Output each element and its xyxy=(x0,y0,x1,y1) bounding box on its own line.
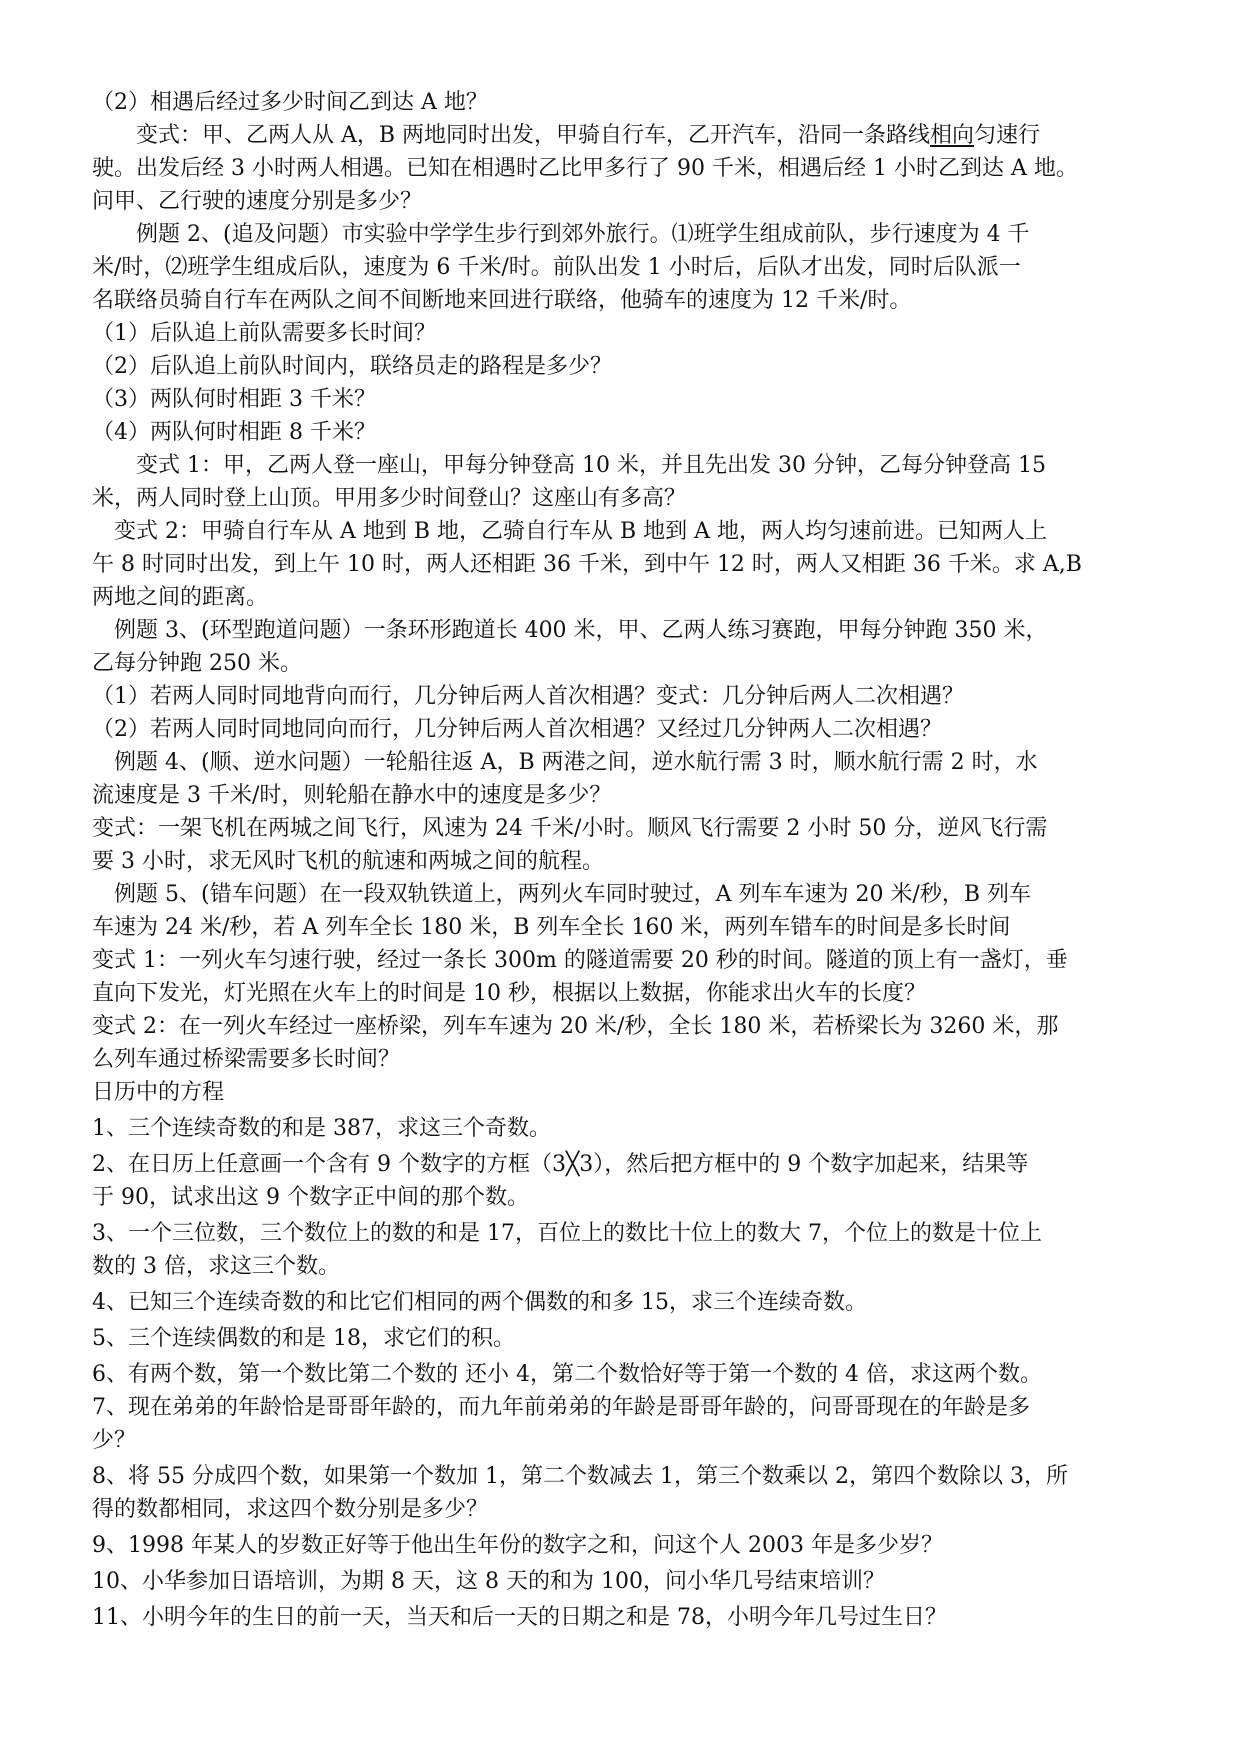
text-line-content: 变式 2：甲骑自行车从 A 地到 B 地，乙骑自行车从 B 地到 A 地，两人均匀速前进。已知两人上 xyxy=(114,519,1048,544)
text-line xyxy=(92,1565,1162,1598)
text-line xyxy=(92,845,1162,878)
text-line xyxy=(92,680,1162,713)
text-line-content: 乙每分钟跑 250 米。 xyxy=(92,651,302,676)
text-line xyxy=(92,1043,1162,1076)
text-line xyxy=(92,1217,1162,1250)
text-line-content: 变式：一架飞机在两城之间飞行，风速为 24 千米/小时。顺风飞行需要 2 小时 50 分，逆风飞行需 xyxy=(92,816,1048,841)
text-line-content: 午 8 时同时出发，到上午 10 时，两人还相距 36 千米，到中午 12 时，两人又相距 36 千米。求 A,B xyxy=(92,552,1082,577)
text-line-content: 问甲、乙行驶的速度分别是多少？ xyxy=(92,189,423,214)
text-line xyxy=(92,911,1162,944)
text-line xyxy=(92,251,1162,284)
document-body xyxy=(92,86,1162,1634)
text-line xyxy=(92,1460,1162,1493)
text-line xyxy=(92,1010,1162,1043)
text-line xyxy=(92,1286,1162,1319)
text-line xyxy=(92,482,1162,515)
text-line-content: 例题 2、(追及问题）市实验中学学生步行到郊外旅行。⑴班学生组成前队，步行速度为 4 千 xyxy=(136,222,1030,247)
text-line xyxy=(92,383,1162,416)
text-line xyxy=(92,86,1162,119)
text-line-content: 7、现在弟弟的年龄恰是哥哥年龄的，而九年前弟弟的年龄是哥哥年龄的，问哥哥现在的年龄是多 xyxy=(92,1395,1031,1420)
text-line-content: （4）两队何时相距 8 千米？ xyxy=(92,420,376,445)
text-line-content: 6、有两个数，第一个数比第二个数的 还小 4，第二个数恰好等于第一个数的 4 倍，求这两个数。 xyxy=(92,1362,1042,1387)
text-line xyxy=(92,548,1162,581)
text-line-content: 数的 3 倍，求这三个数。 xyxy=(92,1254,340,1279)
underlined-text: 相向 xyxy=(930,123,975,148)
text-line xyxy=(92,614,1162,647)
text-line-content: 变式 1：一列火车匀速行驶，经过一条长 300m 的隧道需要 20 秒的时间。隧道的顶上有一盏灯，垂 xyxy=(92,948,1068,973)
text-line xyxy=(92,878,1162,911)
text-line-content: 么列车通过桥梁需要多长时间？ xyxy=(92,1047,401,1072)
text-line-content: （2）后队追上前队时间内，联络员走的路程是多少？ xyxy=(92,354,612,379)
text-line xyxy=(92,779,1162,812)
text-line xyxy=(92,416,1162,449)
text-line xyxy=(92,812,1162,845)
text-line-content: 4、已知三个连续奇数的和比它们相同的两个偶数的和多 15，求三个连续奇数。 xyxy=(92,1290,867,1315)
text-line-content: 名联络员骑自行车在两队之间不间断地来回进行联络，他骑车的速度为 12 千米/时。 xyxy=(92,288,912,313)
text-line-content: 1、三个连续奇数的和是 387，求这三个奇数。 xyxy=(92,1116,551,1141)
text-line xyxy=(92,1601,1162,1634)
text-line-content: （2）若两人同时同地同向而行，几分钟后两人首次相遇？又经过几分钟两人二次相遇？ xyxy=(92,717,942,742)
text-line xyxy=(92,218,1162,251)
text-line xyxy=(92,1391,1162,1424)
text-line xyxy=(92,1112,1162,1145)
text-line xyxy=(92,1529,1162,1562)
text-line-content: 5、三个连续偶数的和是 18，求它们的积。 xyxy=(92,1326,515,1351)
text-line-content: 两地之间的距离。 xyxy=(92,585,269,610)
text-line xyxy=(92,713,1162,746)
text-line-content: （1）若两人同时同地背向而行，几分钟后两人首次相遇？变式：几分钟后两人二次相遇？ xyxy=(92,684,965,709)
text-line xyxy=(92,317,1162,350)
text-line-content: （2）相遇后经过多少时间乙到达 A 地？ xyxy=(92,90,488,115)
text-line-content: 直向下发光，灯光照在火车上的时间是 10 秒，根据以上数据，你能求出火车的长度？ xyxy=(92,981,926,1006)
text-line-content: 米/时，⑵班学生组成后队，速度为 6 千米/时。前队出发 1 小时后，后队才出发，同时后队派一 xyxy=(92,255,1021,280)
text-line-content: 变式：甲、乙两人从 A，B 两地同时出发，甲骑自行车，乙开汽车，沿同一条路线 xyxy=(136,123,931,148)
text-line-content: 于 90，试求出这 9 个数字正中间的那个数。 xyxy=(92,1185,529,1210)
text-line xyxy=(92,1358,1162,1391)
text-line-content: 流速度是 3 千米/时，则轮船在静水中的速度是多少？ xyxy=(92,783,612,808)
text-line xyxy=(92,119,1162,152)
text-line xyxy=(92,647,1162,680)
text-line-content: 8、将 55 分成四个数，如果第一个数加 1，第二个数减去 1，第三个数乘以 2，第四个数除以 3，所 xyxy=(92,1464,1068,1489)
text-line-content: 11、小明今年的生日的前一天，当天和后一天的日期之和是 78，小明今年几号过生日？ xyxy=(92,1605,947,1630)
text-line-content: 米，两人同时登上山顶。甲用多少时间登山？这座山有多高？ xyxy=(92,486,687,511)
text-line-content: 3、一个三位数，三个数位上的数的和是 17，百位上的数比十位上的数大 7，个位上的数是十位上 xyxy=(92,1221,1042,1246)
text-line-content: 变式 2：在一列火车经过一座桥梁，列车车速为 20 米/秒，全长 180 米，若桥梁长为 3260 米，那 xyxy=(92,1014,1059,1039)
text-line xyxy=(92,1181,1162,1214)
text-line-content: 例题 3、(环型跑道问题）一条环形跑道长 400 米，甲、乙两人练习赛跑，甲每分钟跑 350 米， xyxy=(114,618,1048,643)
text-line xyxy=(92,1148,1162,1181)
text-line-content: 少？ xyxy=(92,1428,137,1453)
text-line xyxy=(92,284,1162,317)
text-line-content: （1）后队追上前队需要多长时间？ xyxy=(92,321,436,346)
text-line-content: 要 3 小时，求无风时飞机的航速和两城之间的航程。 xyxy=(92,849,604,874)
text-line-content: 车速为 24 米/秒，若 A 列车全长 180 米，B 列车全长 160 米，两列车错车的时间是多长时间 xyxy=(92,915,1011,940)
text-line-tail: 匀速行 xyxy=(974,123,1041,148)
text-line-content: （3）两队何时相距 3 千米？ xyxy=(92,387,376,412)
text-line xyxy=(92,1322,1162,1355)
text-line xyxy=(92,515,1162,548)
text-line-content: 变式 1：甲，乙两人登一座山，甲每分钟登高 10 米，并且先出发 30 分钟，乙每分钟登高 15 xyxy=(136,453,1046,478)
text-line xyxy=(92,449,1162,482)
text-line-content: 2、在日历上任意画一个含有 9 个数字的方框（3╳3），然后把方框中的 9 个数字加起来，结果等 xyxy=(92,1152,1029,1177)
text-line xyxy=(92,977,1162,1010)
text-line-content: 10、小华参加日语培训，为期 8 天，这 8 天的和为 100，问小华几号结束培训？ xyxy=(92,1569,885,1594)
text-line-content: 驶。出发后经 3 小时两人相遇。已知在相遇时乙比甲多行了 90 千米，相遇后经 1 小时乙到达 A 地。 xyxy=(92,156,1078,181)
text-line xyxy=(92,746,1162,779)
text-line xyxy=(92,1250,1162,1283)
text-line xyxy=(92,185,1162,218)
text-line-content: 日历中的方程 xyxy=(92,1080,225,1105)
text-line xyxy=(92,1493,1162,1526)
text-line-content: 例题 4、(顺、逆水问题）一轮船往返 A，B 两港之间，逆水航行需 3 时，顺水航行需 2 时，水 xyxy=(114,750,1038,775)
text-line xyxy=(92,581,1162,614)
text-line xyxy=(92,944,1162,977)
text-line xyxy=(92,350,1162,383)
text-line-content: 9、1998 年某人的岁数正好等于他出生年份的数字之和，问这个人 2003 年是多少岁？ xyxy=(92,1533,943,1558)
text-line xyxy=(92,152,1162,185)
text-line-content: 例题 5、(错车问题）在一段双轨铁道上，两列火车同时驶过，A 列车车速为 20 米/秒，B 列车 xyxy=(114,882,1032,907)
text-line-content: 得的数都相同，求这四个数分别是多少？ xyxy=(92,1497,489,1522)
text-line xyxy=(92,1424,1162,1457)
text-line xyxy=(92,1076,1162,1109)
